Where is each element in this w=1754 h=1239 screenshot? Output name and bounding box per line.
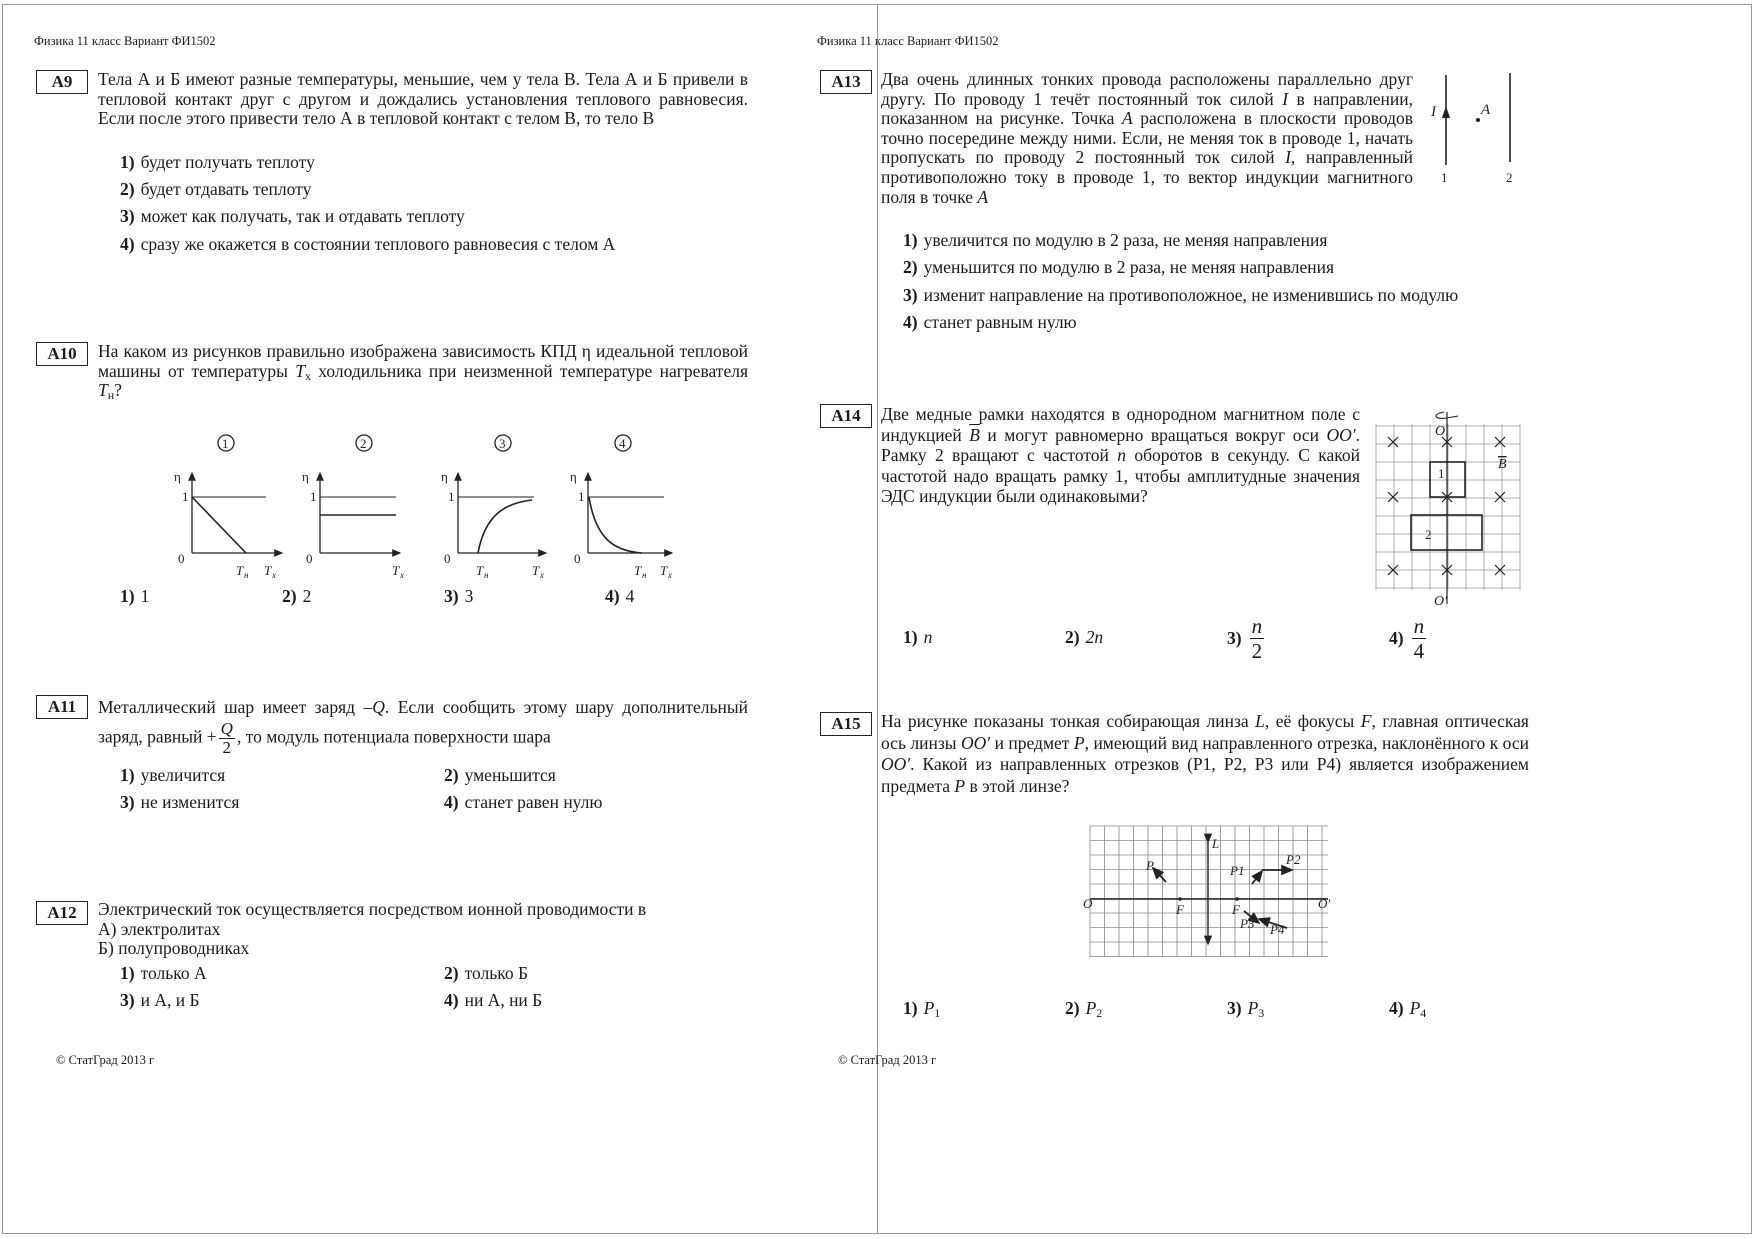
answer-option: 3) не изменится: [120, 792, 240, 812]
svg-text:P4: P4: [1270, 922, 1285, 937]
image-p1: [1252, 871, 1262, 884]
svg-text:η: η: [174, 469, 181, 484]
svg-text:х: х: [540, 570, 544, 580]
svg-text:1: 1: [310, 489, 317, 504]
svg-text:P: P: [1146, 858, 1154, 873]
question-text-a11: Металлический шар имеет заряд –Q. Если сообщить этому шару дополнительный заряд, равный + $\frac{Q}{2}$ , то модуль потенциала поверхности шара: [98, 697, 748, 757]
focus-left: [1178, 897, 1182, 901]
rotating-frames-figure: [1372, 404, 1524, 614]
svg-text:T: T: [392, 563, 400, 578]
svg-text:н: н: [484, 570, 489, 580]
svg-text:η: η: [441, 469, 448, 484]
svg-text:P3: P3: [1240, 916, 1255, 931]
svg-text:T: T: [532, 563, 540, 578]
question-text-a13: Два очень длинных тонких провода расположены параллельно друг другу. По проводу 1 течёт постоянный ток силой I в направлении, показанном на рисунке. Точка A расположена в плоскости проводов точно посередине между ними. Если, не меняя ток в проводе 1, начать пропускать по проводу 2 постоянный ток силой I, направленный противоположно току в проводе 1, то вектор индукции магнитного поля в точке A: [881, 69, 1414, 207]
point-a: [1476, 118, 1480, 122]
answer-option: 3) $P_3$: [1227, 998, 1265, 1020]
answer-option: 1) увеличится по модулю в 2 раза, не меняя направления: [903, 230, 1328, 250]
page-footer: © СтатГрад 2013 г: [56, 1053, 155, 1067]
svg-text:O: O: [1435, 424, 1446, 439]
answer-option: 4) $\frac{n}{4}$: [1389, 614, 1425, 663]
svg-text:F: F: [1232, 902, 1240, 917]
graph1-curve: [192, 497, 246, 553]
page-header: Физика 11 класс Вариант ФИ1502: [34, 34, 216, 48]
svg-text:1: 1: [222, 436, 229, 451]
lens-figure: [1082, 822, 1338, 964]
svg-text:η: η: [570, 469, 577, 484]
answer-option: 3) $\frac{n}{2}$: [1227, 614, 1263, 663]
svg-text:P1: P1: [1230, 863, 1245, 878]
svg-text:F: F: [1176, 902, 1184, 917]
question-text-a14: Две медные рамки находятся в однородном магнитном поле с индукцией $\overline{B}$ и могут равномерно вращаться вокруг оси OO′. Рамку 2 вращают с частотой n оборотов в секунду. С какой частотой надо вращать рамку 1, чтобы амплитудные значения ЭДС индукции были одинаковыми?: [881, 404, 1360, 506]
svg-text:х: х: [668, 570, 672, 580]
current-arrow-icon: [1442, 106, 1450, 118]
answer-option: 3) 3: [444, 586, 474, 606]
question-number-a14: А14: [820, 404, 872, 428]
object-p: [1153, 868, 1166, 882]
svg-text:2: 2: [1425, 527, 1432, 542]
graph3-curve: [478, 500, 532, 553]
svg-text:I: I: [1431, 104, 1436, 120]
question-text-a9: Тела А и Б имеют разные температуры, меньшие, чем у тела В. Тела А и Б привели в тепловой контакт друг с другом и дождались установления теплового равновесия. Если после этого привести тело А в тепловой контакт с телом В, то тело В: [98, 69, 748, 129]
answer-option: 2) 2n: [1065, 627, 1104, 647]
answer-option: 4) станет равен нулю: [444, 792, 603, 812]
svg-text:1: 1: [448, 489, 455, 504]
svg-text:T: T: [264, 563, 272, 578]
svg-text:η: η: [302, 469, 309, 484]
svg-text:B: B: [1498, 457, 1507, 472]
svg-text:0: 0: [444, 551, 451, 566]
svg-text:0: 0: [306, 551, 313, 566]
svg-text:O′: O′: [1434, 594, 1448, 609]
svg-text:3: 3: [499, 436, 506, 451]
question-number-a13: А13: [820, 70, 872, 94]
graph4-curve: [589, 497, 642, 553]
answer-option: 2) $P_2$: [1065, 998, 1103, 1020]
svg-text:0: 0: [178, 551, 185, 566]
svg-text:L: L: [1212, 836, 1220, 851]
svg-text:T: T: [660, 563, 668, 578]
svg-text:A: A: [1481, 102, 1491, 118]
answer-option: 4) станет равным нулю: [903, 312, 1077, 332]
question-number-a12: А12: [36, 901, 88, 925]
svg-text:T: T: [476, 563, 484, 578]
svg-text:х: х: [400, 570, 404, 580]
svg-text:4: 4: [619, 436, 626, 451]
svg-text:н: н: [642, 570, 647, 580]
svg-text:T: T: [634, 563, 642, 578]
efficiency-graphs-figure: [160, 425, 690, 585]
svg-text:1: 1: [1441, 170, 1448, 185]
svg-text:н: н: [244, 570, 249, 580]
question-text-a10: На каком из рисунков правильно изображена зависимость КПД η идеальной тепловой машины от температуры $T_х$ холодильника при неизменной температуре нагревателя $T_н$?: [98, 341, 748, 403]
answer-option: 4) 4: [605, 586, 635, 606]
answer-option: 1) 1: [120, 586, 150, 606]
answer-option: 3) изменит направление на противоположное, не изменившись по модулю: [903, 285, 1459, 305]
svg-text:O′: O′: [1318, 896, 1331, 911]
answer-option: 3) и А, и Б: [120, 990, 200, 1010]
focus-right: [1235, 897, 1239, 901]
svg-text:2: 2: [360, 436, 367, 451]
svg-text:O: O: [1083, 896, 1093, 911]
question-text-a12: Электрический ток осуществляется посредством ионной проводимости в А) электролитах Б) полупроводниках: [98, 899, 647, 959]
page-header: Физика 11 класс Вариант ФИ1502: [817, 34, 999, 48]
answer-option: 1) будет получать теплоту: [120, 152, 315, 172]
answer-option: 1) n: [903, 627, 933, 647]
svg-text:T: T: [236, 563, 244, 578]
answer-option: 2) только Б: [444, 963, 529, 983]
question-number-a9: А9: [36, 70, 88, 94]
answer-option: 4) сразу же окажется в состоянии теплового равновесия с телом А: [120, 234, 616, 254]
answer-option: 2) 2: [282, 586, 312, 606]
answer-option: 1) увеличится: [120, 765, 226, 785]
svg-text:1: 1: [1438, 466, 1445, 481]
answer-option: 2) уменьшится по модулю в 2 раза, не меняя направления: [903, 257, 1335, 277]
answer-option: 4) $P_4$: [1389, 998, 1427, 1020]
answer-option: 4) ни А, ни Б: [444, 990, 543, 1010]
page-footer: © СтатГрад 2013 г: [838, 1053, 937, 1067]
svg-text:х: х: [272, 570, 276, 580]
svg-text:0: 0: [574, 551, 581, 566]
svg-text:1: 1: [578, 489, 585, 504]
answer-option: 1) $P_1$: [903, 998, 941, 1020]
question-text-a15: На рисунке показаны тонкая собирающая линза L, её фокусы F, главная оптическая ось линзы OO′ и предмет P, имеющий вид направленного отрезка, наклонённого к оси OO′. Какой из направленных отрезков (P1, P2, P3 или P4) является изображением предмета P в этой линзе?: [881, 711, 1529, 796]
question-number-a10: А10: [36, 342, 88, 366]
question-number-a15: А15: [820, 712, 872, 736]
answer-option: 2) будет отдавать теплоту: [120, 179, 312, 199]
question-number-a11: А11: [36, 695, 88, 719]
answer-option: 2) уменьшится: [444, 765, 556, 785]
svg-text:1: 1: [182, 489, 189, 504]
answer-option: 1) только А: [120, 963, 207, 983]
svg-text:P2: P2: [1286, 852, 1301, 867]
fraction: $\frac{Q}{2}$: [220, 719, 233, 757]
answer-option: 3) может как получать, так и отдавать теплоту: [120, 206, 465, 226]
parallel-wires-figure: [1420, 70, 1530, 190]
svg-text:2: 2: [1506, 170, 1513, 185]
